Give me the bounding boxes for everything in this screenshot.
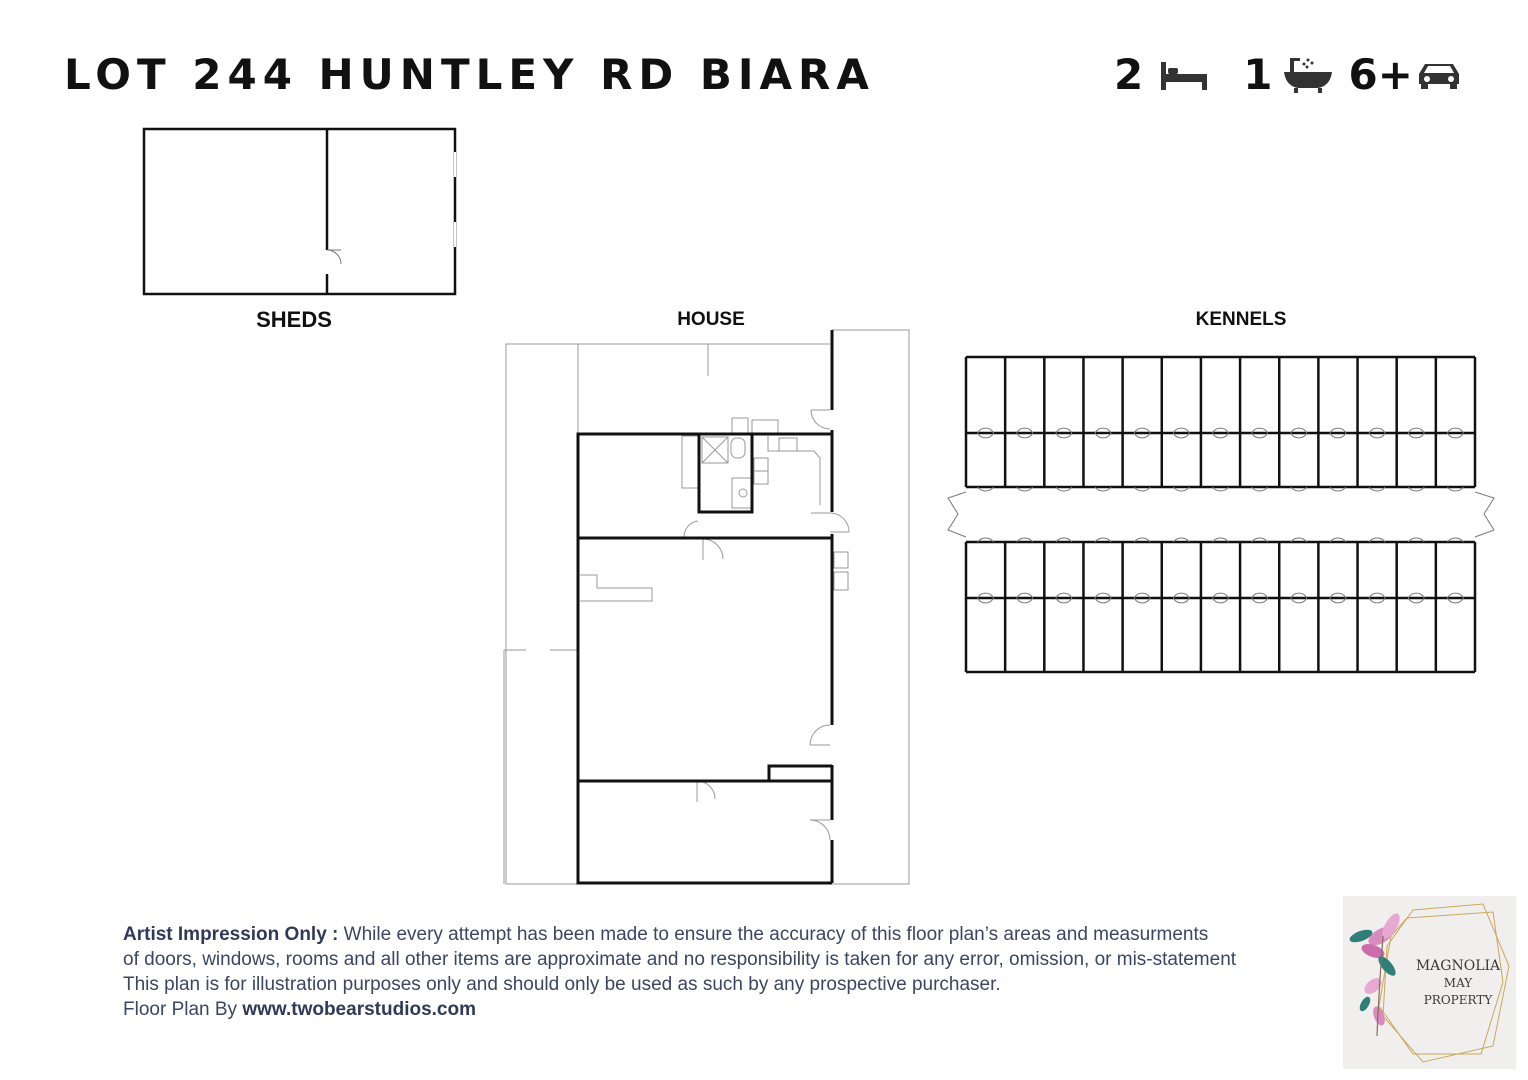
agency-logo (1343, 896, 1516, 1069)
logo-line-1: MAGNOLIA (1415, 958, 1501, 974)
sheds-floor-plan (138, 122, 468, 302)
house-label: HOUSE (677, 309, 745, 330)
kennels-label: KENNELS (1195, 309, 1287, 330)
page-title: LOT 244 HUNTLEY RD BIARA (64, 50, 875, 99)
credit-link[interactable]: www.twobearstudios.com (242, 999, 476, 1020)
house-floor-plan (498, 326, 914, 888)
logo-line-2: MAY (1443, 976, 1473, 990)
disclaimer-line-3: This plan is for illustration purposes only and should only be used as such by any prospective purchaser. (123, 974, 1001, 995)
kennel-door-swing (948, 492, 966, 537)
bath-icon (1280, 52, 1336, 96)
bedroom-count: 2 (1114, 49, 1144, 99)
parking-count: 6+ (1348, 49, 1413, 99)
disclaimer-line-1: Artist Impression Only : While every attempt has been made to ensure the accuracy of this floor plan’s areas and measurments (123, 924, 1209, 945)
disclaimer (123, 922, 1323, 1022)
disclaimer-line-2: of doors, windows, rooms and all other items are approximate and no responsibility is taken for any error, omission, or mis-statement (123, 949, 1237, 970)
disclaimer-lead: Artist Impression Only : (123, 924, 339, 945)
property-stats (1114, 46, 1463, 102)
bed-icon (1153, 54, 1213, 94)
logo-line-3: PROPERTY (1423, 993, 1493, 1007)
sheds-label: SHEDS (256, 307, 332, 332)
car-icon (1415, 56, 1463, 92)
kennel-door-swing (1475, 492, 1494, 537)
floor-plan-credit: Floor Plan By www.twobearstudios.com (123, 999, 476, 1020)
kennels-floor-plan (944, 350, 1500, 680)
bathroom-count: 1 (1243, 49, 1273, 99)
